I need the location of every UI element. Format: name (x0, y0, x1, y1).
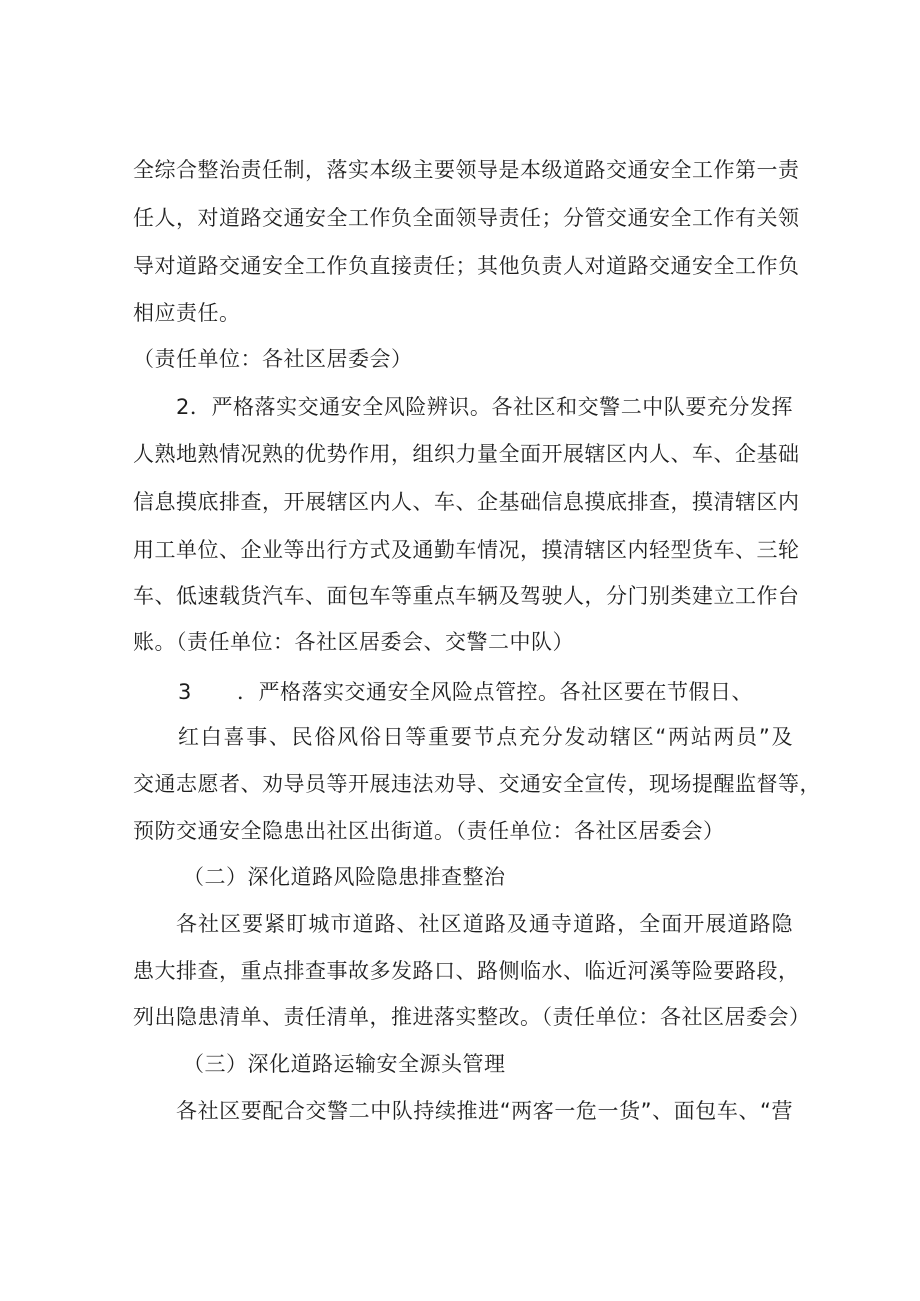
paragraph-line: 列出隐患清单、责任清单，推进落实整改。（责任单位：各社区居委会） (133, 1005, 811, 1029)
paragraph-line: 车、低速载货汽车、面包车等重点车辆及驾驶人，分门别类建立工作台 (133, 584, 800, 608)
paragraph-line: 各社区要配合交警二中队持续推进“两客一危一货”、面包车、“营 (176, 1099, 793, 1123)
paragraph-line: 2．严格落实交通安全风险辨识。各社区和交警二中队要充分发挥 (176, 395, 793, 419)
paragraph-line: 各社区要紧盯城市道路、社区道路及通寺道路，全面开展道路隐 (176, 912, 793, 936)
paragraph-line: 相应责任。 (133, 301, 241, 325)
paragraph-line: ．严格落实交通安全风险点管控。各社区要在节假日、 (237, 680, 753, 704)
paragraph-line: 信息摸底排查，开展辖区内人、车、企基础信息摸底排查，摸清辖区内 (133, 490, 800, 514)
item-number: 3 (178, 680, 192, 704)
paragraph-line: 人熟地熟情况熟的优势作用，组织力量全面开展辖区内人、车、企基础 (133, 442, 800, 466)
paragraph-line: 预防交通安全隐患出社区出街道。（责任单位：各社区居委会） (133, 819, 725, 843)
paragraph-line: 账。（责任单位：各社区居委会、交警二中队） (133, 630, 574, 654)
section-heading: （三）深化道路运输安全源头管理 (183, 1052, 506, 1076)
paragraph-line: 全综合整治责任制，落实本级主要领导是本级道路交通安全工作第一责 (133, 158, 800, 182)
paragraph-line: 红白喜事、民俗风俗日等重要节点充分发动辖区“两站两员”及 (178, 725, 793, 749)
paragraph-line: 任人，对道路交通安全工作负全面领导责任；分管交通安全工作有关领 (133, 206, 800, 230)
section-heading: （二）深化道路风险隐患排查整治 (183, 865, 506, 889)
paragraph-line: 患大排查，重点排查事故多发路口、路侧临水、临近河溪等险要路段， (133, 959, 800, 983)
responsible-unit-note: （责任单位：各社区居委会） (133, 347, 413, 371)
paragraph-line: 用工单位、企业等出行方式及通勤车情况，摸清辖区内轻型货车、三轮 (133, 538, 800, 562)
paragraph-line: 交通志愿者、劝导员等开展违法劝导、交通安全宣传，现场提醒监督等， (133, 772, 821, 796)
paragraph-line: 导对道路交通安全工作负直接责任；其他负责人对道路交通安全工作负 (133, 254, 800, 278)
